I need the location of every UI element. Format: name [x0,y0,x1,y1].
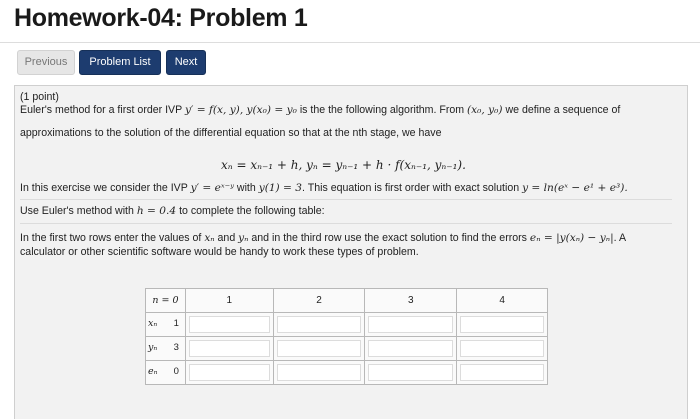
text-segment: . A [613,232,627,244]
x1-input[interactable] [189,316,270,333]
e4-input[interactable] [460,364,544,381]
x4-input[interactable] [460,316,544,333]
text-segment: and in the third row use the exact solution to find the errors [248,232,530,244]
problem-intro-line-1 [20,104,620,116]
table-row-x [146,313,548,337]
text-segment: with [233,182,259,194]
math-initial-point: (x₀, y₀) [467,104,503,116]
text-segment: and [214,232,239,244]
problem-intro-line-2: approximations to the solution of the differential equation so that at the nth stage, we have [20,127,442,139]
text-segment: In the first two rows enter the values of [20,232,205,244]
table-row-e [146,361,548,385]
row-label-cell [146,337,186,361]
answer-cell [273,361,365,385]
x2-input[interactable] [277,316,362,333]
math-error: eₙ = |y(xₙ) − yₙ| [529,232,614,244]
text-segment: . This equation is first order with exact solution [302,182,523,194]
y3-input[interactable] [368,340,453,357]
section-divider [20,199,672,200]
problem-list-button[interactable]: Problem List [79,50,161,75]
previous-button[interactable]: Previous [17,50,75,75]
table-header-row [146,289,548,313]
text-segment: we define a sequence of [502,104,621,116]
row-label-yn: yₙ [148,342,158,353]
answer-cell [457,361,548,385]
math-step-size: h = 0.4 [136,205,177,217]
points-label: (1 point) [20,91,59,103]
answer-cell [365,337,457,361]
euler-formula: xₙ = xₙ₋₁ + h, yₙ = yₙ₋₁ + h · f(xₙ₋₁, yₙ₋₁). [221,158,466,172]
header-cell-n0: n = 0 [146,289,186,313]
table-row-y [146,337,548,361]
answer-cell [185,313,273,337]
header-cell-n3: 3 [365,289,457,313]
x3-input[interactable] [368,316,453,333]
math-exact-solution: y = ln(eˣ − e¹ + e³). [522,182,628,194]
text-segment: to complete the following table: [176,205,325,217]
row-label-cell [146,313,186,337]
header-cell-n1: 1 [185,289,273,313]
problem-instructions-line-1 [20,232,626,244]
text-segment: is the the following algorithm. From [296,104,468,116]
problem-ivp-line [20,182,628,194]
text-segment: In this exercise we consider the IVP [20,182,191,194]
row-label-cell [146,361,186,385]
answer-cell [273,337,365,361]
y0-value: 3 [173,342,179,353]
header-cell-n2: 2 [273,289,365,313]
section-divider [20,223,672,224]
e1-input[interactable] [189,364,270,381]
y2-input[interactable] [277,340,362,357]
e2-input[interactable] [277,364,362,381]
math-yn: yₙ [238,232,249,244]
problem-instructions-line-2: calculator or other scientific software would be handy to work these types of problem. [20,246,419,258]
answer-cell [365,313,457,337]
e3-input[interactable] [368,364,453,381]
answer-table [145,288,548,385]
y1-input[interactable] [189,340,270,357]
problem-step-line [20,205,325,217]
text-segment: Euler's method for a first order IVP [20,104,185,116]
y4-input[interactable] [460,340,544,357]
header-cell-n4: 4 [457,289,548,313]
answer-cell [457,313,548,337]
page-title: Homework-04: Problem 1 [14,4,308,32]
answer-cell [185,337,273,361]
text-segment: Use Euler's method with [20,205,137,217]
answer-cell [185,361,273,385]
answer-cell [365,361,457,385]
title-divider [0,42,700,43]
math-xn: xₙ [204,232,215,244]
row-label-xn: xₙ [148,318,158,329]
e0-value: 0 [173,366,179,377]
answer-cell [273,313,365,337]
row-label-en: eₙ [148,366,158,377]
x0-value: 1 [173,318,179,329]
math-initial-condition: y(1) = 3 [258,182,303,194]
next-button[interactable]: Next [166,50,206,75]
answer-cell [457,337,548,361]
math-ivp: y′ = f(x, y), y(x₀) = y₀ [184,104,297,116]
math-ode: y′ = eˣ⁻ʸ [190,182,234,194]
